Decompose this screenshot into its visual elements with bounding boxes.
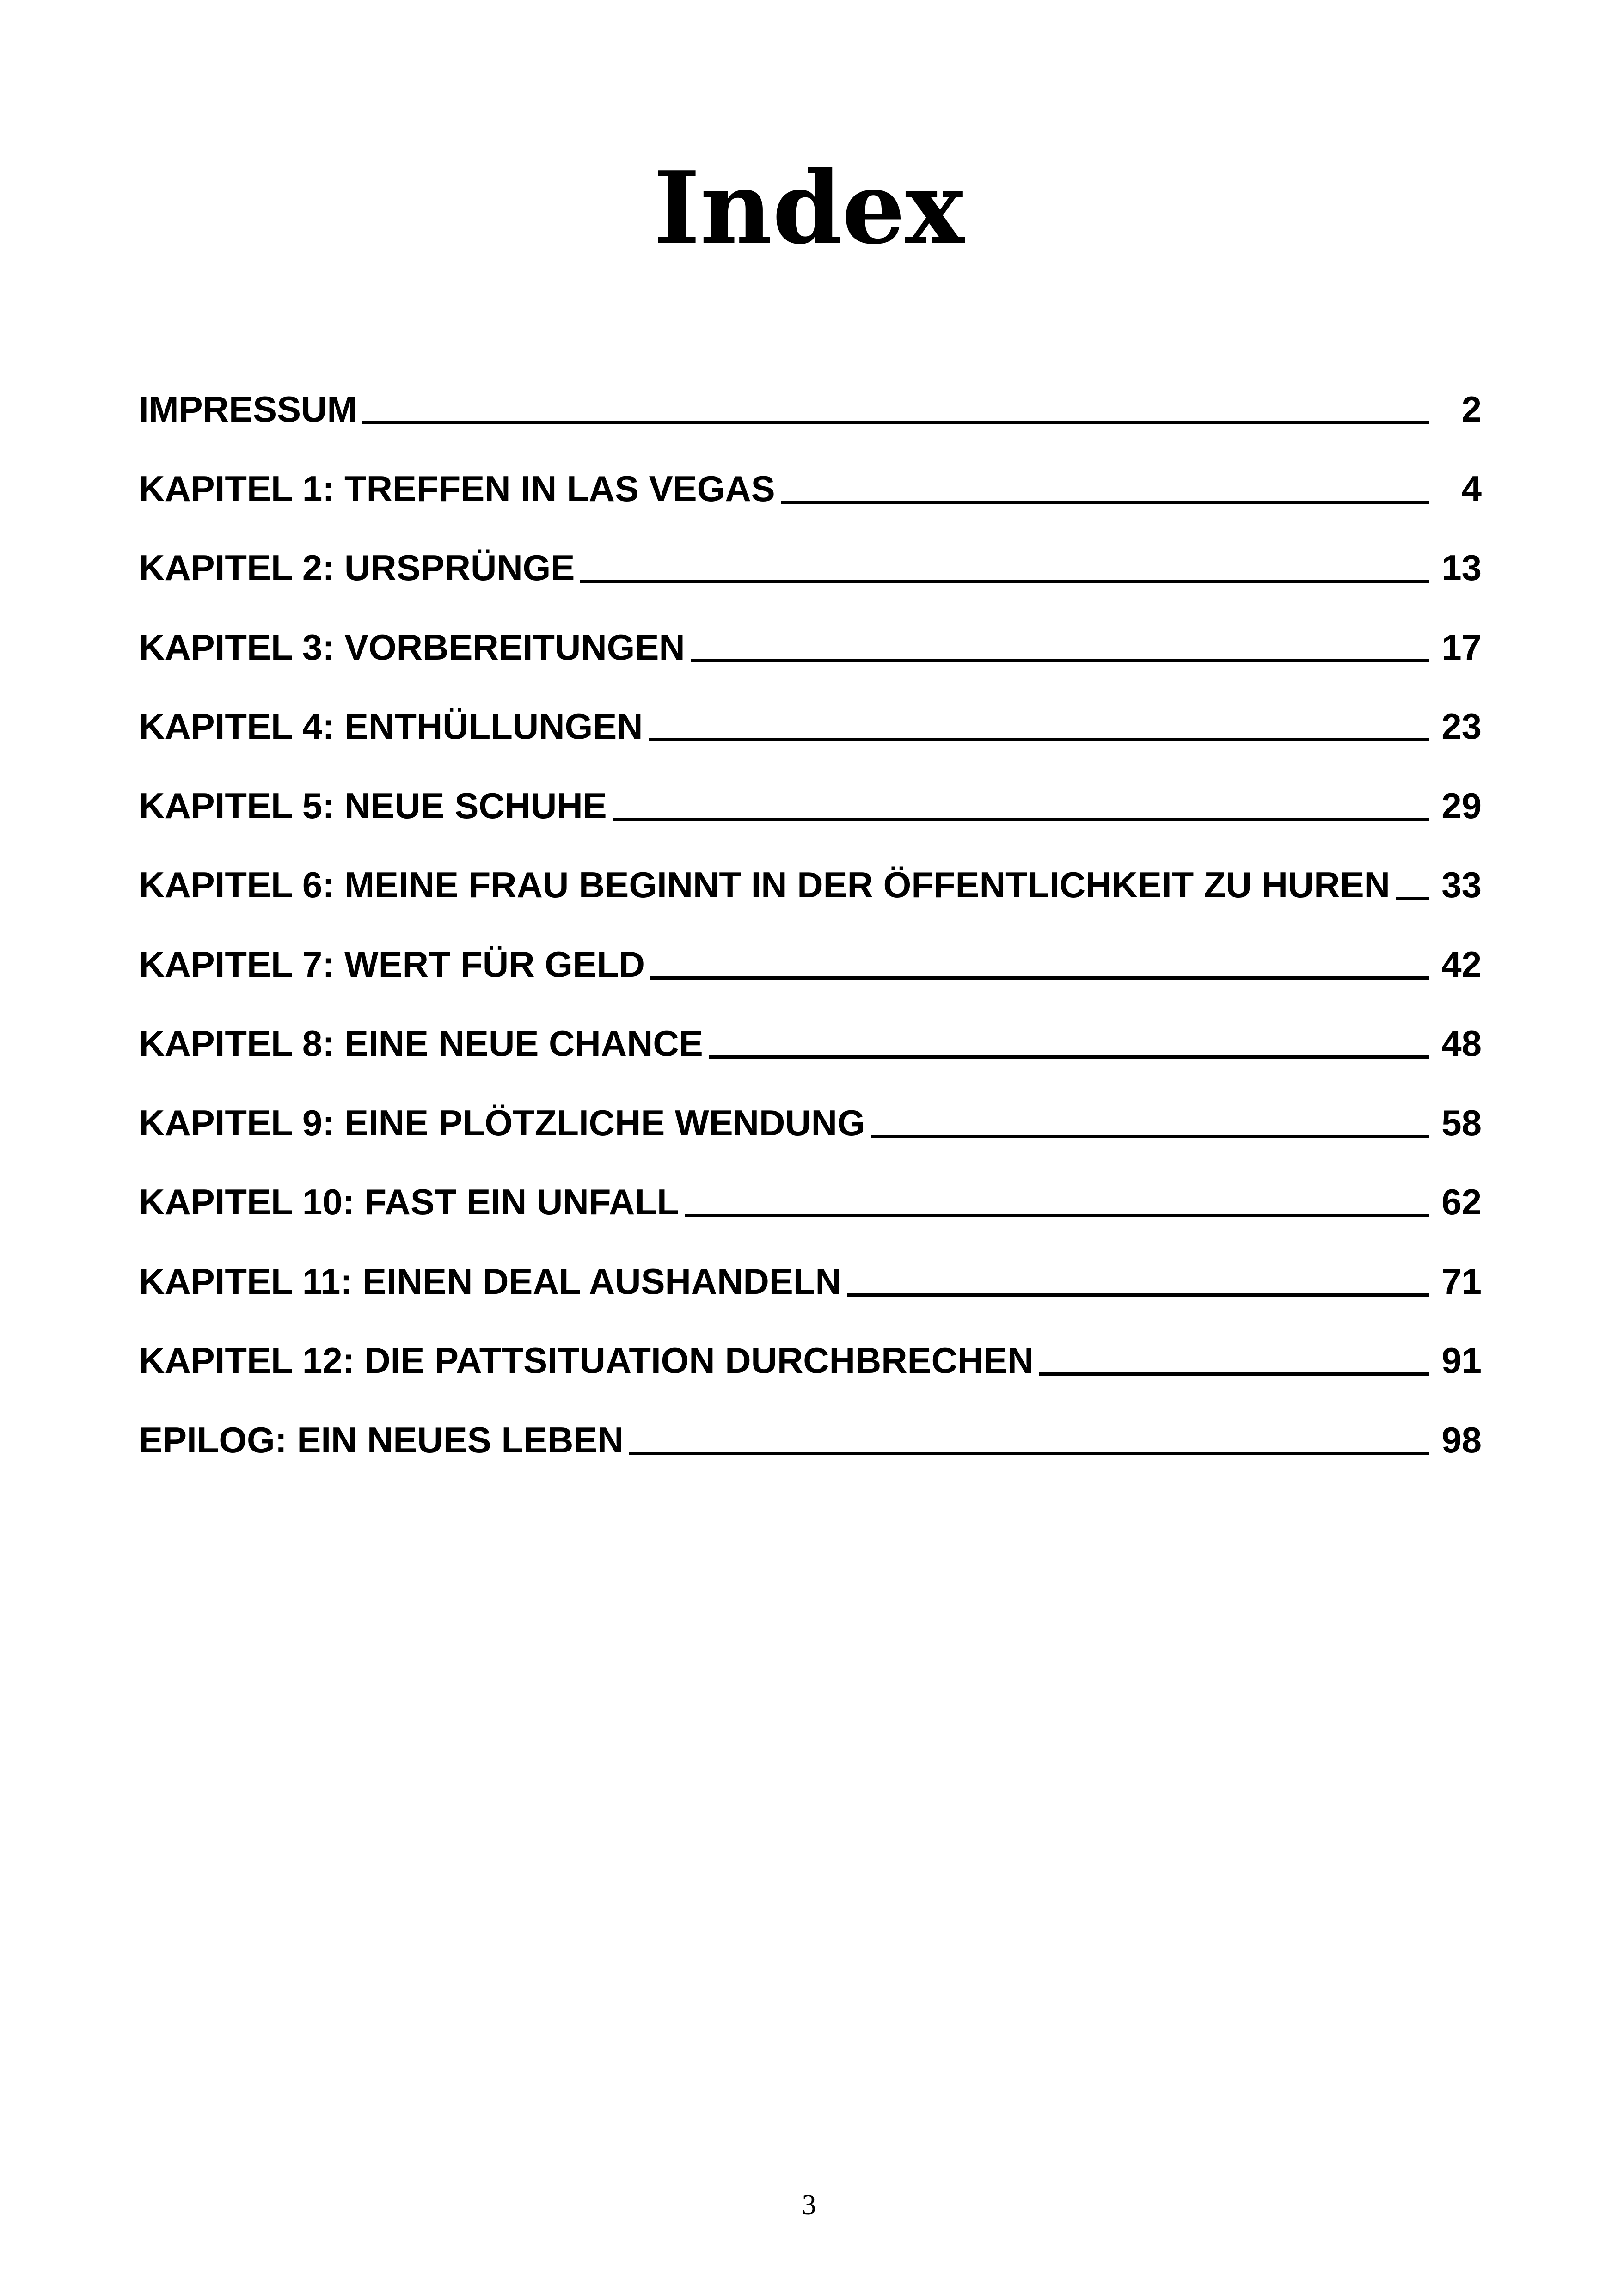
toc-entry-chapter-11[interactable] [139, 1242, 1482, 1322]
toc-entry-page: 17 [1441, 626, 1482, 667]
toc-entry-label: KAPITEL 7: WERT FÜR GELD [139, 943, 645, 985]
toc-entry-chapter-10[interactable] [139, 1163, 1482, 1242]
toc-entry-label: KAPITEL 9: EINE PLÖTZLICHE WENDUNG [139, 1102, 865, 1143]
toc-entry-chapter-9[interactable] [139, 1084, 1482, 1163]
toc-leader-line [847, 1293, 1429, 1297]
toc-entry-label: KAPITEL 12: DIE PATTSITUATION DURCHBRECHEN [139, 1340, 1034, 1381]
toc-entry-epilog[interactable] [139, 1401, 1482, 1480]
toc-leader-line [685, 1214, 1429, 1217]
toc-entry-chapter-6[interactable] [139, 845, 1482, 925]
toc-entry-page: 62 [1441, 1182, 1482, 1222]
toc-entry-label: KAPITEL 3: VORBEREITUNGEN [139, 626, 685, 667]
toc-entry-label: KAPITEL 6: MEINE FRAU BEGINNT IN DER ÖFFENTLICHKEIT ZU HUREN [139, 864, 1390, 905]
toc-leader-line [871, 1135, 1429, 1138]
table-of-contents [139, 370, 1482, 1480]
toc-leader-line [613, 818, 1429, 821]
toc-entry-page: 29 [1441, 785, 1482, 826]
toc-entry-page: 13 [1441, 547, 1482, 588]
toc-leader-line [649, 738, 1429, 741]
toc-entry-chapter-4[interactable] [139, 687, 1482, 766]
toc-entry-page: 2 [1461, 389, 1482, 429]
toc-entry-label: KAPITEL 1: TREFFEN IN LAS VEGAS [139, 468, 775, 509]
toc-leader-line [691, 659, 1429, 662]
toc-leader-line [362, 421, 1429, 424]
toc-leader-line [650, 976, 1429, 980]
toc-entry-chapter-2[interactable] [139, 528, 1482, 608]
toc-leader-line [781, 501, 1429, 504]
toc-entry-page: 98 [1441, 1419, 1482, 1460]
toc-entry-page: 58 [1441, 1102, 1482, 1143]
toc-entry-chapter-7[interactable] [139, 925, 1482, 1004]
toc-entry-label: KAPITEL 5: NEUE SCHUHE [139, 785, 607, 826]
toc-entry-label: KAPITEL 2: URSPRÜNGE [139, 547, 575, 588]
toc-entry-chapter-1[interactable] [139, 449, 1482, 529]
toc-entry-impressum[interactable] [139, 370, 1482, 449]
page-number: 3 [802, 2189, 816, 2221]
toc-entry-page: 33 [1441, 864, 1482, 905]
toc-entry-label: KAPITEL 4: ENTHÜLLUNGEN [139, 706, 643, 747]
toc-entry-page: 4 [1461, 468, 1482, 509]
toc-entry-page: 42 [1441, 943, 1482, 985]
toc-entry-page: 91 [1441, 1340, 1482, 1381]
toc-entry-label: IMPRESSUM [139, 389, 357, 429]
toc-leader-line [580, 580, 1429, 583]
toc-leader-line [1039, 1372, 1429, 1376]
toc-entry-chapter-8[interactable] [139, 1004, 1482, 1084]
toc-entry-page: 48 [1441, 1023, 1482, 1064]
toc-entry-page: 71 [1441, 1261, 1482, 1302]
toc-entry-label: KAPITEL 11: EINEN DEAL AUSHANDELN [139, 1261, 841, 1302]
toc-entry-label: KAPITEL 8: EINE NEUE CHANCE [139, 1023, 703, 1064]
toc-entry-page: 23 [1441, 706, 1482, 747]
toc-entry-label: EPILOG: EIN NEUES LEBEN [139, 1419, 624, 1460]
toc-entry-label: KAPITEL 10: FAST EIN UNFALL [139, 1182, 679, 1222]
toc-leader-line [709, 1055, 1429, 1059]
toc-entry-chapter-3[interactable] [139, 608, 1482, 687]
toc-entry-chapter-12[interactable] [139, 1321, 1482, 1401]
toc-leader-line [629, 1452, 1429, 1455]
toc-leader-line [1396, 897, 1429, 900]
page-title: Index [653, 149, 965, 266]
toc-entry-chapter-5[interactable] [139, 766, 1482, 846]
